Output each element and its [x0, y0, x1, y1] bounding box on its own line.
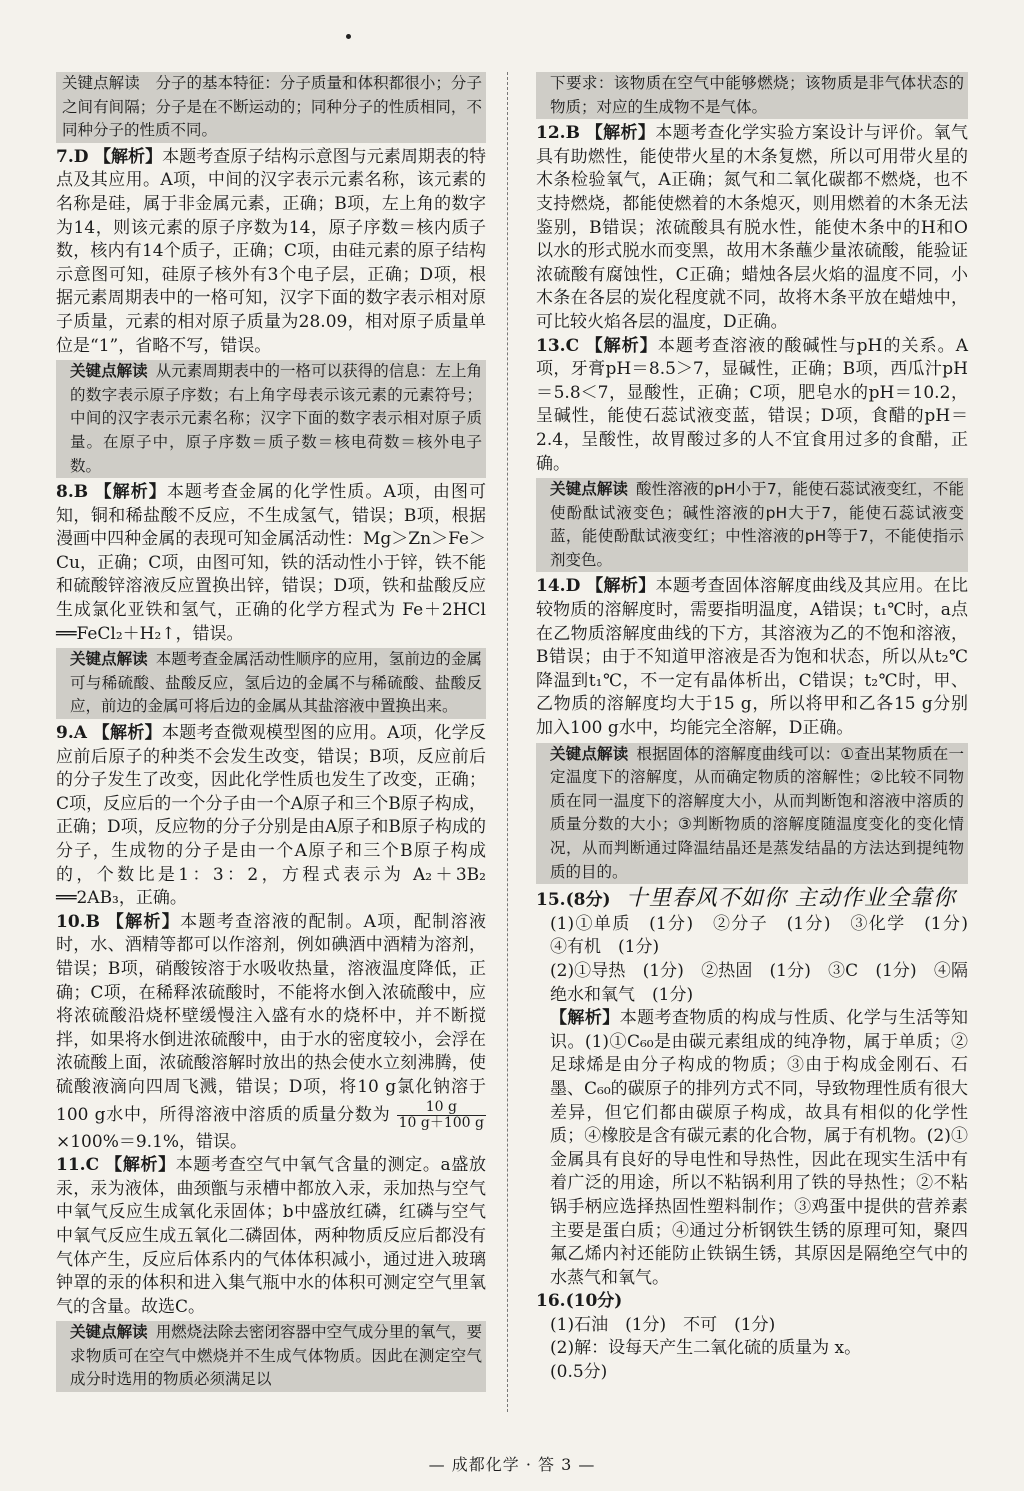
explanation-text: 本题考查原子结构示意图与元素周期表的特点及其应用。A项，中间的汉字表示元素名称，该元素的名称是硅，属于非金属元素，正确；B项，左上角的数字为14，则该元素的原子序数为14，原子序数＝核内质子数，核内有14个质子，正确；C项，由硅元素的原子结构示意图可知，硅原子核外有3个电子层，正确；D项，根据元素周期表中的一格可知，汉字下面的数字表示相对原子质量，元素的相对原子质量为28.09，相对原子质量单位是“1”，省略不写，错误。	[56, 146, 487, 356]
key-point-title: 关键点解读	[70, 1323, 148, 1342]
answer-line: (1)石油 (1分) 不可 (1分)	[550, 1314, 776, 1335]
question-number: 7.D	[56, 146, 89, 167]
explanation-tail: ×100%＝9.1%，错误。	[56, 1131, 248, 1152]
analysis-tag: 【解析】	[550, 1008, 620, 1029]
page-footer: — 成都化学 · 答 3 —	[428, 1455, 596, 1474]
answer-line: (0.5分)	[550, 1362, 608, 1383]
key-point-box	[536, 478, 968, 572]
key-point-title: 关键点解读	[70, 650, 148, 669]
question-number: 15.(8分)	[536, 890, 611, 911]
explanation-text: 本题考查溶液的酸碱性与pH的关系。A项，牙膏pH＝8.5＞7，显碱性，正确；B项，西瓜汁pH＝5.8＜7，显酸性，正确；C项，肥皂水的pH＝10.2，呈碱性，能使石蕊试液变蓝，错误；D项，食醋的pH＝2.4，呈酸性，故胃酸过多的人不宜食用过多的食醋，正确。	[536, 335, 969, 474]
explanation-text: 本题考查微观模型图的应用。A项，化学反应前后原子的种类不会发生改变，错误；B项，反应前后的分子发生了改变，因此化学性质也发生了改变，正确；C项，反应后的一个分子由一个A原子和三个B原子构成，正确；D项，反应物的分子分别是由A原子和B原子构成的分子，生成物的分子是由一个A原子和三个B原子构成的，个数比是1：3：2，方程式表示为 A₂＋3B₂ ══2AB₃，正确。	[56, 723, 487, 909]
key-point-text: 本题考查金属活动性顺序的应用，氢前边的金属可与稀硫酸、盐酸反应，氢后边的金属不与稀硫酸、盐酸反应，前边的金属可将后边的金属从其盐溶液中置换出来。	[70, 650, 482, 716]
question-number: 12.B	[536, 123, 580, 144]
answer-line: (1)①单质 (1分) ②分子 (1分) ③化学 (1分) ④有机 (1分)	[550, 913, 985, 958]
question-number: 8.B	[56, 482, 89, 503]
answer-line: (2)①导热 (1分) ②热固 (1分) ③C (1分) ④隔绝水和氧气 (1分)	[550, 960, 968, 1005]
key-point-title: 关键点解读	[70, 362, 148, 381]
key-point-text: 下要求：该物质在空气中能够燃烧；该物质是非气体状态的物质；对应的生成物不是气体。	[550, 74, 964, 116]
analysis-tag: 【解析】	[585, 335, 658, 356]
answer-line: (2)解：设每天产生二氧化硫的质量为 x。	[550, 1338, 862, 1359]
key-point-text: 酸性溶液的pH小于7，能使石蕊试液变红，不能使酚酞试液变色；碱性溶液的pH大于7，能使石蕊试液变蓝，能使酚酞试液变红；中性溶液的pH等于7，不能使指示剂变色。	[550, 480, 964, 569]
question-8-explanation	[56, 481, 486, 646]
analysis-tag: 【解析】	[94, 482, 167, 503]
question-number: 13.C	[536, 335, 580, 356]
explanation-text: 本题考查空气中氧气含量的测定。a盛放汞，汞为液体，曲颈甑与汞槽中都放入汞，汞加热与空气中氧气反应生成氧化汞固体；b中盛放红磷，红磷与空气中氧气反应生成五氧化二磷固体，两种物质反应后都没有气体产生，反应后体系内的气体体积减小，通过进入玻璃钟罩的汞的体积和进入集气瓶中水的体积可测定空气里氧气的含量。故选C。	[56, 1155, 486, 1317]
question-number: 14.D	[536, 576, 581, 597]
key-point-box-continued	[536, 72, 968, 119]
key-point-text: 用燃烧法除去密闭容器中空气成分里的氧气，要求物质可在空气中燃烧并不生成气体物质。因此在测定空气成分时选用的物质必须满足以	[70, 1323, 482, 1389]
mass-fraction	[397, 1100, 486, 1131]
explanation-text: 本题考查溶液的配制。A项，配制溶液时，水、酒精等都可以作溶剂，例如碘酒中酒精为溶剂，错误；B项，硝酸铵溶于水吸收热量，溶液温度降低，正确；C项，在稀释浓硫酸时，不能将水倒入浓硫酸中，应将浓硫酸沿烧杯壁缓慢注入盛有水的烧杯中，并不断搅拌，如果将水倒进浓硫酸中，由于水的密度较小，会浮在浓硫酸上面，浓硫酸溶解时放出的热会使水立刻沸腾，使硫酸液滴向四周飞溅，错误；D项，将10 g氯化钠溶于100 g水中，所得溶液中溶质的质量分数为	[56, 911, 487, 1125]
analysis-tag: 【解析】	[585, 123, 656, 144]
handwritten-note: 十里春风不如你 主动作业全靠你	[625, 886, 956, 912]
analysis-tag: 【解析】	[92, 723, 162, 744]
question-12-explanation	[536, 122, 968, 334]
analysis-tag: 【解析】	[586, 576, 656, 597]
key-point-box	[56, 1321, 486, 1392]
question-11-explanation	[56, 1154, 486, 1319]
key-point-title: 关键点解读	[550, 480, 629, 499]
key-point-box	[56, 360, 486, 478]
question-number: 16.(10分)	[536, 1291, 623, 1312]
key-point-box	[536, 743, 968, 885]
analysis-tag: 【解析】	[106, 911, 181, 932]
question-7-explanation	[56, 146, 486, 358]
analysis-tag: 【解析】	[93, 146, 163, 167]
question-15-header	[536, 887, 968, 913]
top-dot	[346, 34, 351, 39]
key-point-box	[56, 72, 486, 143]
question-15-explanation	[536, 1007, 968, 1290]
question-13-explanation	[536, 335, 968, 477]
right-column	[536, 70, 985, 1385]
left-column	[56, 70, 486, 1395]
explanation-text: 本题考查化学实验方案设计与评价。氧气具有助燃性，能使带火星的木条复燃，所以可用带火星的木条检验氧气，A正确；氮气和二氧化碳都不燃烧，也不支持燃烧，都能使燃着的木条熄灭，则用燃着的木条无法鉴别，B错误；浓硫酸具有脱水性，能使木条中的H和O以水的形式脱水而变黑，故用木条蘸少量浓硫酸，能验证浓硫酸有腐蚀性，C正确；蜡烛各层火焰的温度不同，小木条在各层的炭化程度就不同，故将木条平放在蜡烛中，可比较火焰各层的温度，D正确。	[536, 123, 969, 332]
question-number: 10.B	[56, 911, 100, 932]
key-point-title: 关键点解读	[550, 744, 629, 763]
explanation-text: 本题考查金属的化学性质。A项，由图可知，铜和稀盐酸不反应，不生成氢气，错误；B项，根据漫画中四种金属的表现可知金属活动性：Mg＞Zn＞Fe＞Cu，正确；C项，由图可知，铁的活动性小于锌，铁不能和硫酸锌溶液反应置换出锌，错误；D项，铁和盐酸反应生成氯化亚铁和氢气，正确的化学方程式为 Fe＋2HCl ══FeCl₂＋H₂↑，错误。	[56, 482, 487, 644]
column-divider	[507, 72, 508, 1412]
key-point-text: 根据固体的溶解度曲线可以：①查出某物质在一定温度下的溶解度，从而确定物质的溶解性；②比较不同物质在同一温度下的溶解度大小，从而判断饱和溶液中溶质的质量分数的大小；③判断物质的溶解度随温度变化的变化情况，从而判断通过降温结晶还是蒸发结晶的方法达到提纯物质的目的。	[550, 744, 964, 881]
question-14-explanation	[536, 575, 968, 740]
question-16-header	[536, 1290, 968, 1314]
fraction-denominator: 10 g＋100 g	[398, 1114, 485, 1131]
fraction-numerator: 10 g	[397, 1100, 486, 1116]
question-9-explanation	[56, 722, 486, 911]
explanation-text: 本题考查固体溶解度曲线及其应用。在比较物质的溶解度时，需要指明温度，A错误；t₁℃时，a点在乙物质溶解度曲线的下方，其溶液为乙的不饱和溶液，B错误；由于不知道甲溶液是否为饱和状态，所以从t₂℃降温到t₁℃，不一定有晶体析出，C错误；t₂℃时，甲、乙物质的溶解度均大于15 g，所以将甲和乙各15 g分别加入100 g水中，均能完全溶解，D正确。	[536, 576, 969, 739]
question-10-explanation	[56, 911, 486, 1154]
key-point-text: 从元素周期表中的一格可以获得的信息：左上角的数字表示原子序数；右上角字母表示该元素的元素符号；中间的汉字表示元素名称；汉字下面的数字表示相对原子质量。在原子中，原子序数＝质子数＝核电荷数＝核外电子数。	[70, 362, 482, 475]
explanation-text: 本题考查物质的构成与性质、化学与生活等知识。(1)①C₆₀是由碳元素组成的纯净物，属于单质；②足球烯是由分子构成的物质；③由于构成金刚石、石墨、C₆₀的碳原子的排列方式不同，导致物理性质有很大差异，但它们都由碳原子构成，故具有相似的化学性质；④橡胶是含有碳元素的化合物，属于有机物。(2)①金属具有良好的导电性和导热性，因此在现实生活中有着广泛的用途，所以不粘锅利用了铁的导热性；②不粘锅手柄应选择热固性塑料制作；③鸡蛋中提供的营养素主要是蛋白质；④通过分析钢铁生锈的原理可知，聚四氟乙烯内衬还能防止铁锅生锈，其原因是隔绝空气中的水蒸气和氧气。	[550, 1008, 969, 1288]
key-point-text: 关键点解读 分子的基本特征：分子质量和体积都很小；分子之间有间隔；分子是在不断运动的；同种分子的性质相同，不同种分子的性质不同。	[62, 74, 482, 140]
question-number: 11.C	[56, 1155, 100, 1176]
analysis-tag: 【解析】	[105, 1155, 176, 1176]
question-number: 9.A	[56, 723, 87, 744]
key-point-box	[56, 648, 486, 719]
